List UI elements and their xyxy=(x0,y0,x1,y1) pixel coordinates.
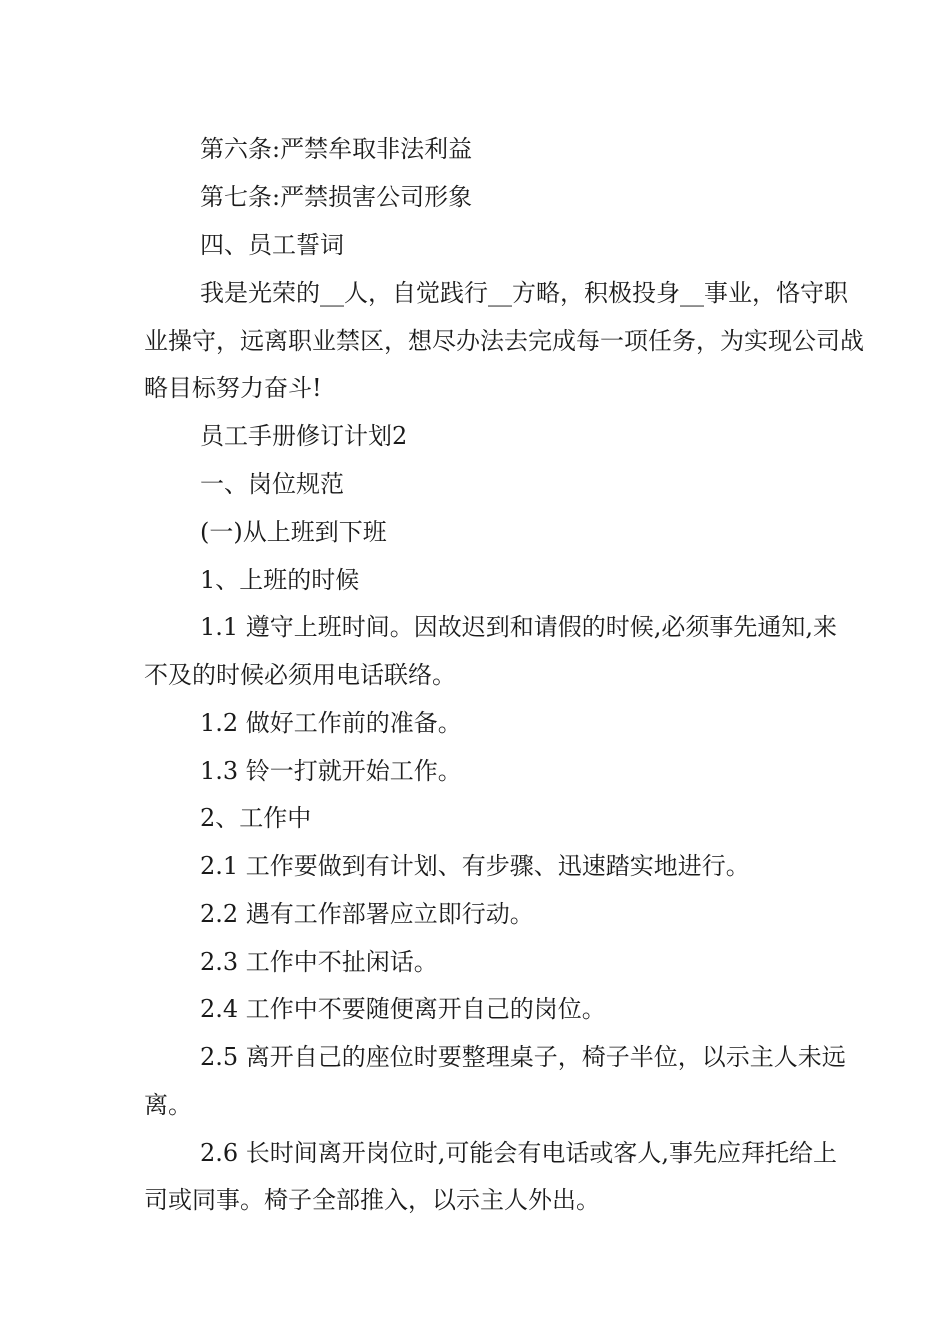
item-1-3: 1.3 铃一打就开始工作。 xyxy=(200,757,462,785)
item-heading-1: 1、上班的时候 xyxy=(200,566,360,594)
item-2-6-line-2: 司或同事。椅子全部推入，以示主人外出。 xyxy=(144,1186,600,1214)
document-subtitle: 员工手册修订计划2 xyxy=(200,422,408,450)
subsection-heading: (一)从上班到下班 xyxy=(200,518,387,546)
item-1-2: 1.2 做好工作前的准备。 xyxy=(200,709,462,737)
item-2-3: 2.3 工作中不扯闲话。 xyxy=(200,948,438,976)
item-2-1: 2.1 工作要做到有计划、有步骤、迅速踏实地进行。 xyxy=(200,852,750,880)
oath-paragraph-line-3: 略目标努力奋斗! xyxy=(144,374,322,402)
item-1-1-line-2: 不及的时候必须用电话联络。 xyxy=(144,661,456,689)
item-2-5-line-1: 2.5 离开自己的座位时要整理桌子，椅子半位，以示主人未远 xyxy=(200,1043,846,1071)
item-heading-2: 2、工作中 xyxy=(200,804,312,832)
item-1-1-line-1: 1.1 遵守上班时间。因故迟到和请假的时候,必须事先通知,来 xyxy=(200,613,838,641)
oath-paragraph-line-1: 我是光荣的__人，自觉践行__方略，积极投身__事业，恪守职 xyxy=(200,279,848,307)
item-2-6-line-1: 2.6 长时间离开岗位时,可能会有电话或客人,事先应拜托给上 xyxy=(200,1139,838,1167)
item-2-4: 2.4 工作中不要随便离开自己的岗位。 xyxy=(200,995,606,1023)
item-2-5-line-2: 离。 xyxy=(144,1091,192,1119)
section-heading-1: 一、岗位规范 xyxy=(200,470,344,498)
item-2-2: 2.2 遇有工作部署应立即行动。 xyxy=(200,900,534,928)
oath-paragraph-line-2: 业操守，远离职业禁区，想尽办法去完成每一项任务，为实现公司战 xyxy=(144,327,864,355)
section-heading-oath: 四、员工誓词 xyxy=(200,231,344,259)
article-7: 第七条:严禁损害公司形象 xyxy=(200,183,473,211)
article-6: 第六条:严禁牟取非法利益 xyxy=(200,135,473,163)
